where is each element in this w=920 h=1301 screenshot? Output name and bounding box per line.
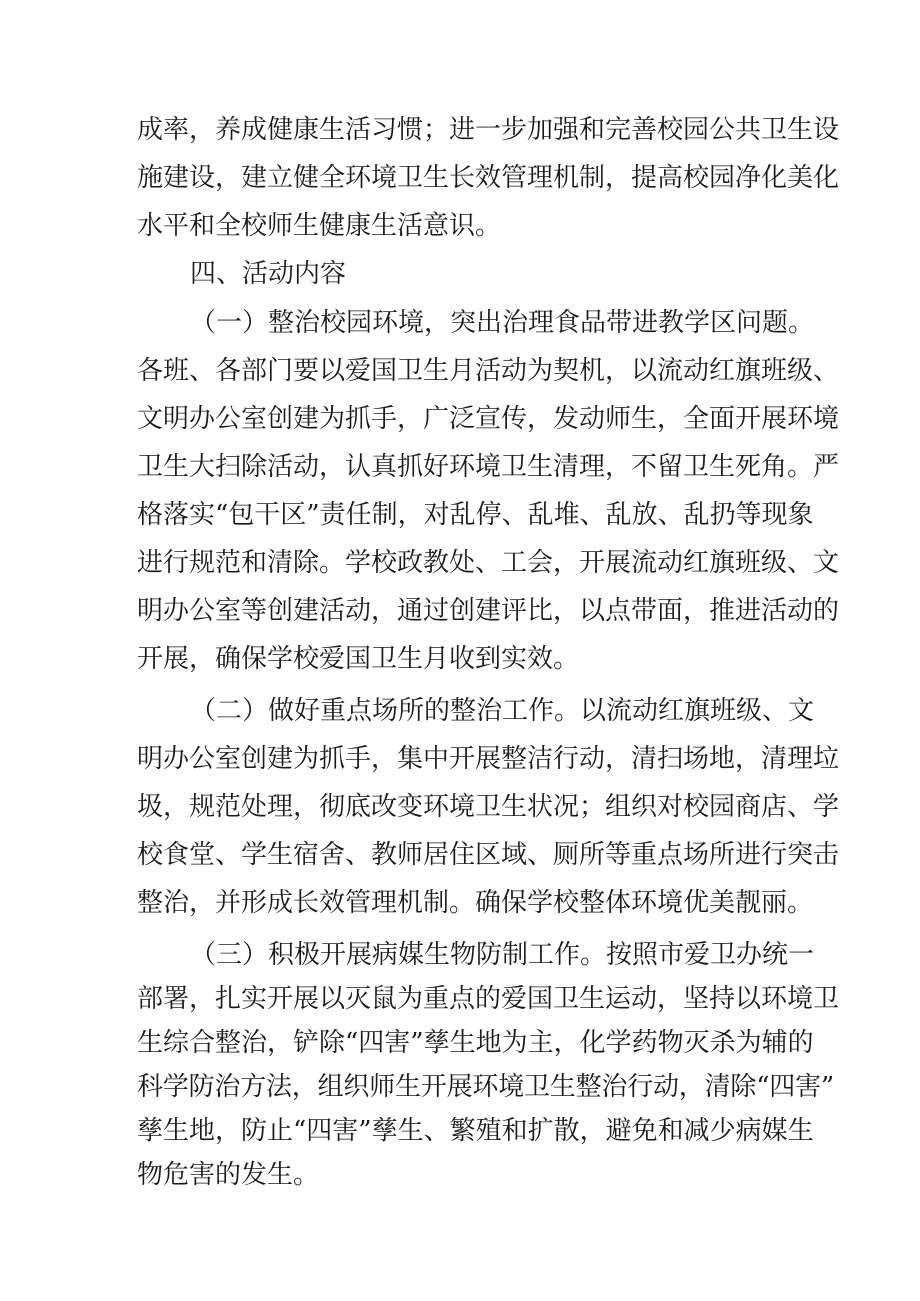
text-line: 格落实“包干区”责任制，对乱停、乱堆、乱放、乱扔等现象 — [137, 500, 814, 530]
text-line: 开展，确保学校爱国卫生月收到实效。 — [137, 644, 580, 674]
text-line: 部署，扎实开展以灭鼠为重点的爱国卫生运动，坚持以环境卫 — [137, 984, 840, 1014]
text-line: 水平和全校师生健康生活意识。 — [137, 211, 502, 241]
text-line: 整治，并形成长效管理机制。确保学校整体环境优美靓丽。 — [137, 888, 814, 918]
text-line: 圾，规范处理，彻底改变环境卫生状况；组织对校园商店、学 — [137, 792, 840, 822]
text-line: 各班、各部门要以爱国卫生月活动为契机，以流动红旗班级、 — [137, 356, 840, 386]
text-line: 进行规范和清除。学校政教处、工会，开展流动红旗班级、文 — [137, 548, 840, 578]
text-line: 文明办公室创建为抓手，广泛宣传，发动师生，全面开展环境 — [137, 404, 840, 434]
text-line: 成率，养成健康生活习惯；进一步加强和完善校园公共卫生设 — [137, 115, 840, 145]
text-line: 卫生大扫除活动，认真抓好环境卫生清理，不留卫生死角。严 — [137, 452, 840, 482]
text-line: （三）积极开展病媒生物防制工作。按照市爱卫办统一 — [190, 940, 815, 970]
section-heading: 四、活动内容 — [190, 259, 347, 289]
text-line: 孳生地，防止“四害”孳生、繁殖和扩散，避免和减少病媒生 — [137, 1116, 814, 1146]
text-line: 明办公室创建为抓手，集中开展整洁行动，清扫场地，清理垃 — [137, 744, 840, 774]
text-line: 科学防治方法，组织师生开展环境卫生整治行动，清除“四害” — [137, 1072, 834, 1102]
text-line: （一）整治校园环境，突出治理食品带进教学区问题。 — [190, 308, 815, 338]
text-line: 施建设，建立健全环境卫生长效管理机制，提高校园净化美化 — [137, 163, 840, 193]
text-line: 校食堂、学生宿舍、教师居住区域、厕所等重点场所进行突击 — [137, 840, 840, 870]
text-line: 物危害的发生。 — [137, 1160, 320, 1190]
text-line: 明办公室等创建活动，通过创建评比，以点带面，推进活动的 — [137, 596, 840, 626]
text-line: 生综合整治，铲除“四害”孳生地为主，化学药物灭杀为辅的 — [137, 1028, 814, 1058]
text-line: （二）做好重点场所的整治工作。以流动红旗班级、文 — [190, 696, 815, 726]
